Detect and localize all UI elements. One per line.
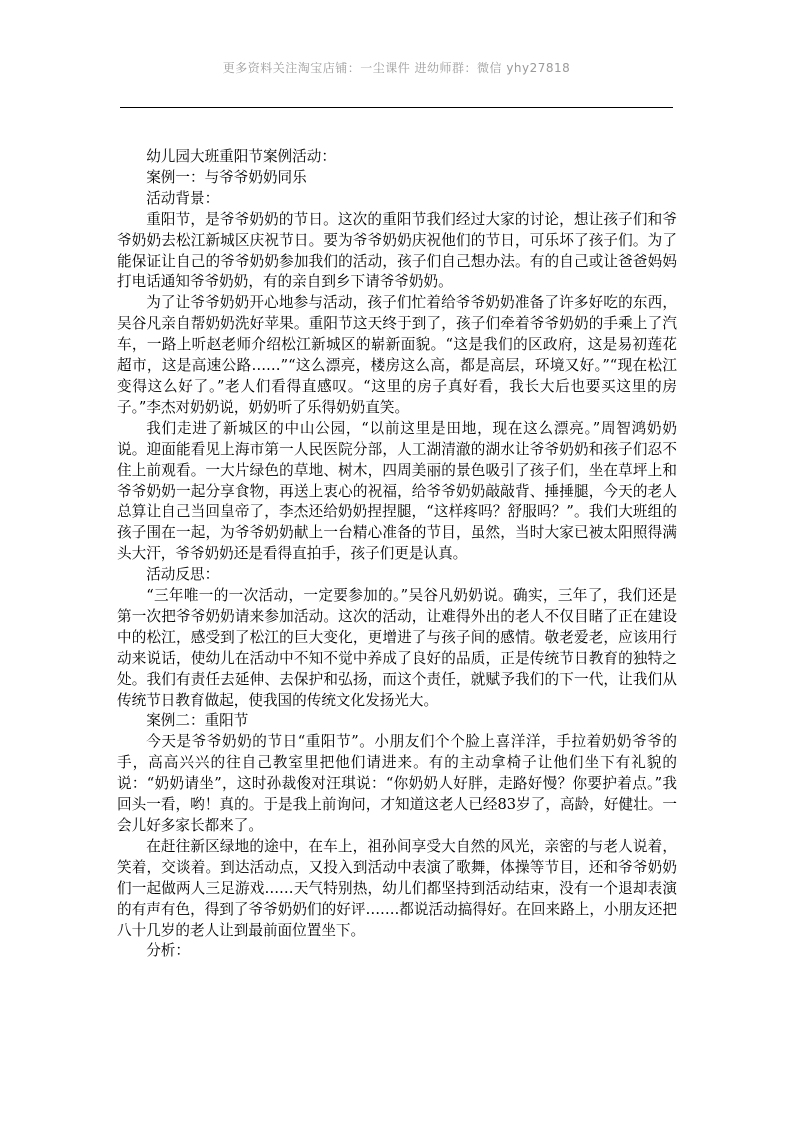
section-heading-background: 活动背景： — [146, 189, 220, 207]
body-paragraph: 重阳节，是爷爷奶奶的节日。这次的重阳节我们经过大家的讨论，想让孩子们和爷爷奶奶去松江新城区庆祝节日。要为爷爷奶奶庆祝他们的节日，可乐坏了孩子们。为了能保证让自己的爷爷奶奶参加我们的活动，孩子们自己想办法。有的自己或让爸爸妈妈打电话通知爷爷奶奶，有的亲自到乡下请爷爷奶奶。 — [117, 210, 677, 291]
section-heading-reflection: 活动反思： — [146, 566, 220, 584]
header-divider — [120, 107, 673, 108]
body-paragraph: 在赶往新区绿地的途中，在车上，祖孙间享受大自然的风光，亲密的与老人说着，笑着，交谈着。到达活动点，又投入到活动中表演了歌舞，体操等节目，还和爷爷奶奶们一起做两人三足游戏……天气特别热，幼儿们都坚持到活动结束，没有一个退却表演的有声有色，得到了爷爷奶奶们的好评…….都说活动搞得好。在回来路上，小朋友还把八十几岁的老人让到最前面位置坐下。 — [117, 837, 677, 939]
section-heading-analysis: 分析： — [146, 942, 190, 960]
document-body — [117, 147, 677, 962]
body-paragraph: 为了让爷爷奶奶开心地参与活动，孩子们忙着给爷爷奶奶准备了许多好吃的东西，吴谷凡亲自帮奶奶洗好苹果。重阳节这天终于到了，孩子们牵着爷爷奶奶的手乘上了汽车，一路上听赵老师介绍松江新城区的崭新面貌。“这是我们的区政府，这是易初莲花超市，这是高速公路……”“这么漂亮，楼房这么高，都是高层，环境又好。”“现在松江变得这么好了。”老人们看得直感叹。“这里的房子真好看，我长大后也要买这里的房子。”李杰对奶奶说，奶奶听了乐得奶奶直笑。 — [117, 294, 677, 416]
body-paragraph: 我们走进了新城区的中山公园，“以前这里是田地，现在这么漂亮。”周智鸿奶奶说。迎面能看见上海市第一人民医院分部，人工湖清澈的湖水让爷爷奶奶和孩子们忍不住上前观看。一大片绿色的草地、树木，四周美丽的景色吸引了孩子们，坐在草坪上和爷爷奶奶一起分享食物，再送上衷心的祝福，给爷爷奶奶敲敲背、捶捶腿，今天的老人总算让自己当回皇帝了，李杰还给奶奶捏捏腿，“这样疼吗？舒服吗？”。我们大班组的孩子围在一起，为爷爷奶奶献上一台精心准备的节目，虽然，当时大家已被太阳照得满头大汗，爷爷奶奶还是看得直拍手，孩子们更是认真。 — [117, 419, 677, 563]
case-two-heading: 案例二：重阳节 — [146, 712, 249, 730]
document-title: 幼儿园大班重阳节案例活动： — [146, 148, 336, 165]
page-header-note: 更多资料关注淘宝店铺：一尘课件 进幼师群：微信 yhy27818 — [222, 61, 571, 75]
body-paragraph: 今天是爷爷奶奶的节日“重阳节”。小朋友们个个脸上喜洋洋，手拉着奶奶爷爷的手，高高兴兴的往自己教室里把他们请进来。有的主动拿椅子让他们坐下有礼貌的说：“奶奶请坐”，这时孙裁俊对汪琪说：“你奶奶人好胖，走路好慢？你要护着点。”我回头一看，哟！真的。于是我上前询问，才知道这老人已经83岁了，高龄，好健壮。一会儿好多家长都来了。 — [117, 733, 677, 834]
case-one-heading: 案例一：与爷爷奶奶同乐 — [146, 168, 307, 186]
body-paragraph: “三年唯一的一次活动，一定要参加的。”吴谷凡奶奶说。确实，三年了，我们还是第一次把爷爷奶奶请来参加活动。这次的活动，让难得外出的老人不仅目睹了正在建设中的松江，感受到了松江的巨大变化，更增进了与孩子间的感情。敬老爱老，应该用行动来说话，使幼儿在活动中不知不觉中养成了良好的品质，正是传统节日教育的独特之处。我们有责任去延伸、去保护和弘扬，而这个责任，就赋予我们的下一代，让我们从传统节日教育做起，使我国的传统文化发扬光大。 — [117, 587, 677, 709]
